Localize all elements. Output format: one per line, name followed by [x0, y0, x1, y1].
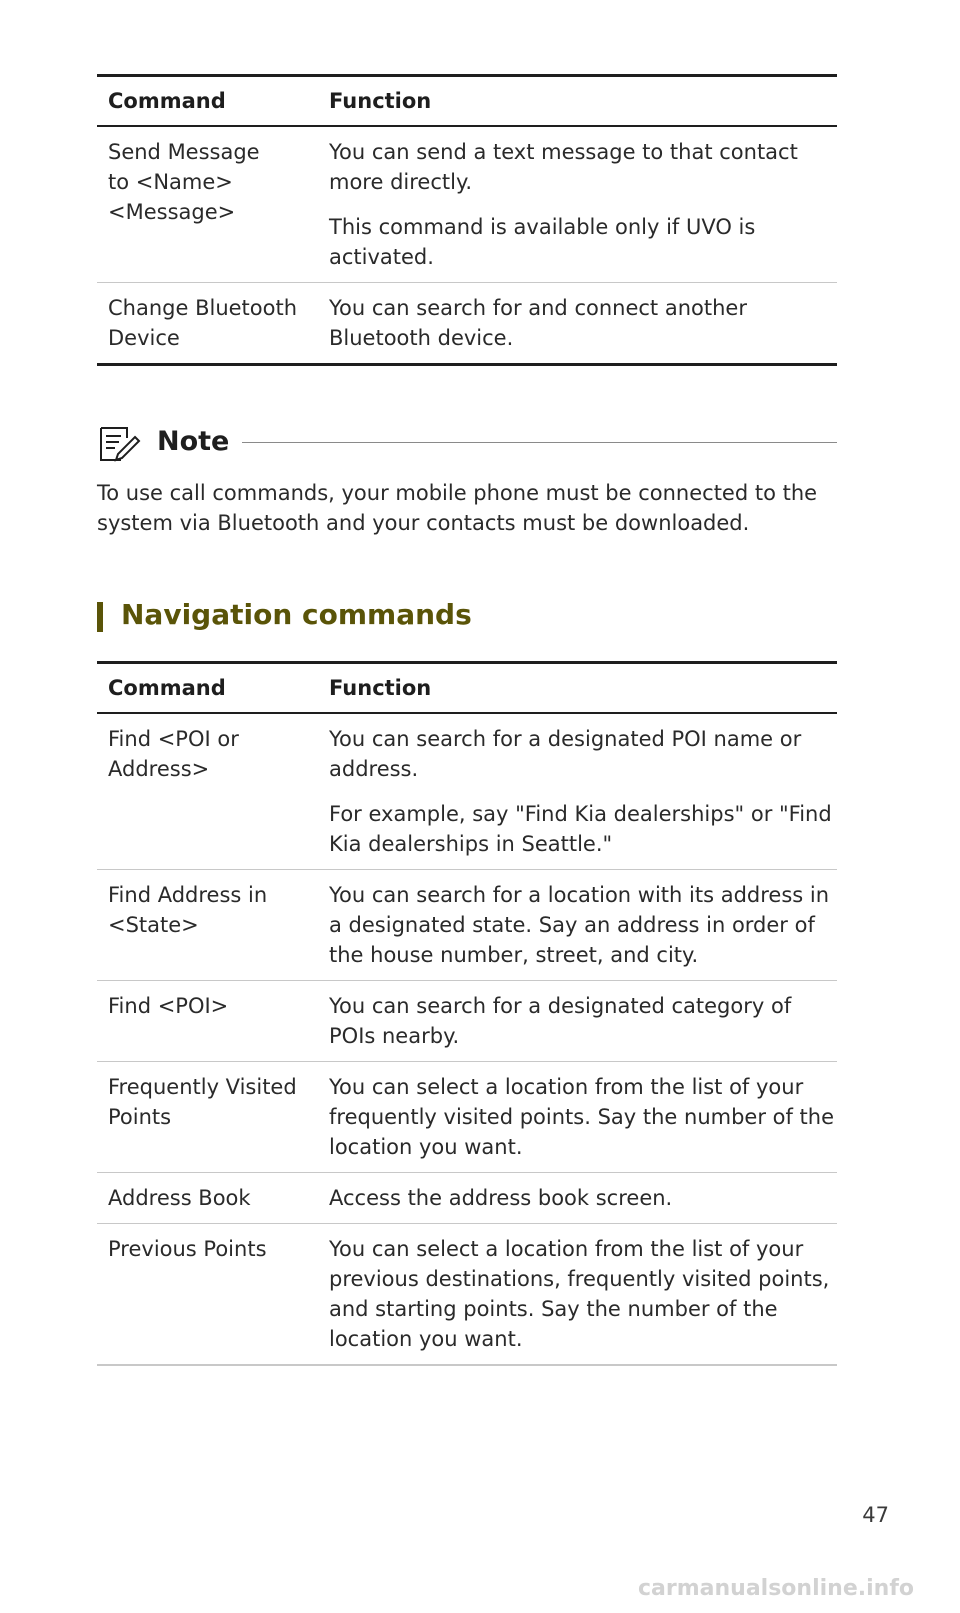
- note-header: [97, 420, 837, 466]
- function-text: You can search for a designated POI name or address.: [329, 727, 802, 781]
- watermark: carmanualsonline.info: [638, 1576, 914, 1601]
- command-cell: [97, 1173, 318, 1224]
- table-row: [97, 126, 837, 283]
- function-cell: [318, 126, 837, 283]
- column-header-function: Function: [318, 663, 837, 714]
- function-text: You can send a text message to that contact more directly.: [329, 140, 798, 194]
- function-text: You can search for and connect another Bluetooth device.: [329, 296, 747, 350]
- command-cell: [97, 713, 318, 870]
- call-commands-table: [97, 74, 837, 366]
- command-cell: [97, 981, 318, 1062]
- note-text: To use call commands, your mobile phone must be connected to the system via Bluetooth and your contacts must be downloaded.: [97, 481, 818, 535]
- table-header-row: [97, 663, 837, 714]
- command-text: Address Book: [108, 1186, 251, 1210]
- table-row: [97, 1062, 837, 1173]
- command-cell: [97, 1062, 318, 1173]
- table-row: [97, 283, 837, 365]
- command-text: Find Address in <State>: [108, 883, 268, 937]
- function-text: You can search for a designated category of POIs nearby.: [329, 994, 792, 1048]
- note-divider: [242, 442, 837, 443]
- function-text: This command is available only if UVO is activated.: [329, 215, 756, 269]
- command-text: Change Bluetooth Device: [108, 296, 298, 350]
- function-cell: [318, 981, 837, 1062]
- function-cell: [318, 1173, 837, 1224]
- function-cell: [318, 1224, 837, 1366]
- command-cell: [97, 126, 318, 283]
- page-number: 47: [862, 1503, 889, 1527]
- table-row: [97, 870, 837, 981]
- function-text: For example, say "Find Kia dealerships" or "Find Kia dealerships in Seattle.": [329, 802, 832, 856]
- command-cell: [97, 1224, 318, 1366]
- command-text: Send Message to <Name> <Message>: [108, 140, 260, 224]
- section-bar: [97, 602, 103, 632]
- column-header-function: Function: [318, 76, 837, 127]
- table-row: [97, 1173, 837, 1224]
- function-cell: [318, 713, 837, 870]
- command-text: Find <POI>: [108, 994, 229, 1018]
- function-text: You can select a location from the list of your frequently visited points. Say the number of the location you want.: [329, 1075, 835, 1159]
- function-text: You can select a location from the list of your previous destinations, frequently visited points, and starting points. Say the number of the location you want.: [329, 1237, 830, 1351]
- table-header-row: [97, 76, 837, 127]
- note-label: Note: [157, 426, 230, 457]
- command-cell: [97, 283, 318, 365]
- function-cell: [318, 870, 837, 981]
- table-row: [97, 1224, 837, 1366]
- command-cell: [97, 870, 318, 981]
- function-text: Access the address book screen.: [329, 1186, 673, 1210]
- navigation-commands-table: [97, 661, 837, 1366]
- command-text: Previous Points: [108, 1237, 267, 1261]
- note-pencil-icon: [97, 424, 141, 464]
- section-title: Navigation commands: [121, 598, 472, 631]
- column-header-command: Command: [97, 76, 318, 127]
- table-row: [97, 713, 837, 870]
- function-cell: [318, 283, 837, 365]
- table-row: [97, 981, 837, 1062]
- function-text: You can search for a location with its address in a designated state. Say an address in order of the house number, street, and city.: [329, 883, 830, 967]
- command-text: Frequently Visited Points: [108, 1075, 297, 1129]
- command-text: Find <POI or Address>: [108, 727, 239, 781]
- function-cell: [318, 1062, 837, 1173]
- column-header-command: Command: [97, 663, 318, 714]
